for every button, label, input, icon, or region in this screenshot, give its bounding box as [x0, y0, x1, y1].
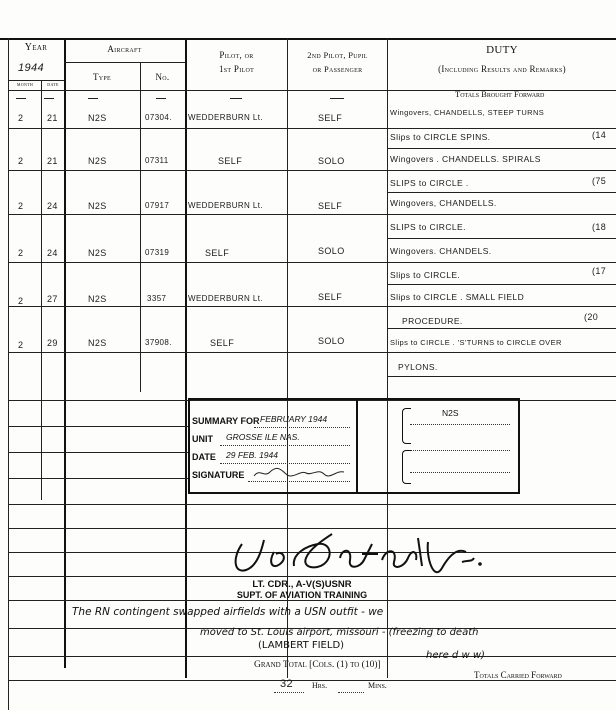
pilot-header-line1: Pilot, or: [219, 50, 254, 60]
minutes-label: Mins.: [368, 681, 387, 690]
entry-time: (75: [592, 176, 607, 186]
entry-second: SELF: [318, 201, 343, 211]
entry-month: 2: [18, 340, 24, 350]
entry-duty-line2: PYLONS.: [398, 362, 438, 372]
summary-for-underline: [254, 427, 350, 428]
dash: [156, 98, 166, 99]
row-rule: [387, 148, 616, 149]
entry-type: N2S: [88, 338, 107, 348]
entry-second: SOLO: [318, 246, 345, 256]
unit-label: UNIT: [192, 434, 213, 444]
dash: [88, 98, 98, 99]
entry-month: 2: [18, 113, 24, 123]
row-rule: [8, 504, 616, 505]
entry-duty-line1: Wingovers. CHANDELS.: [390, 246, 492, 256]
row-rule: [387, 284, 616, 285]
entry-date: 29: [47, 338, 58, 348]
duty-subheader: (Including Results and Remarks): [438, 64, 566, 74]
col-divider-date: [64, 38, 66, 668]
summary-aircraft-type: N2S: [442, 408, 459, 418]
month-header: month: [16, 82, 34, 88]
entry-duty-line2: Slips to CIRCLE.: [390, 270, 461, 280]
entry-pilot: WEDDERBURN Lt.: [188, 113, 263, 122]
entry-duty-line2: SLIPS to CIRCLE .: [390, 178, 469, 188]
row-rule: [8, 656, 616, 657]
entry-date: 21: [47, 113, 58, 123]
entry-second: SELF: [318, 292, 343, 302]
date-label: DATE: [192, 452, 216, 462]
entry-time: (18: [592, 222, 607, 232]
left-rule: [8, 38, 9, 710]
entry-second: SOLO: [318, 156, 345, 166]
duty-header: DUTY: [486, 44, 518, 56]
stamp-title: SUPT. OF AVIATION TRAINING: [236, 590, 368, 600]
row-rule: [387, 238, 616, 239]
entry-duty-line1: Wingovers . CHANDELLS. SPIRALS: [390, 154, 541, 164]
entry-month: 2: [18, 296, 24, 306]
col-divider-type: [140, 62, 141, 392]
row-rule: [8, 214, 616, 215]
entry-pilot: WEDDERBURN Lt.: [188, 201, 263, 210]
row-rule: [8, 478, 188, 479]
dash: [230, 98, 242, 99]
entry-type: N2S: [88, 113, 107, 123]
date-value: 29 FEB. 1944: [226, 450, 278, 460]
entry-pilot: WEDDERBURN Lt.: [188, 294, 263, 303]
entry-date: 24: [47, 248, 58, 258]
entry-duty-line1: Slips to CIRCLE . SMALL FIELD: [390, 292, 525, 302]
entry-time: (14: [592, 130, 607, 140]
note-line3: (LAMBERT FIELD): [258, 640, 345, 651]
entry-number: 3357: [147, 294, 167, 303]
entry-pilot: SELF: [218, 156, 243, 166]
entry-date: 27: [47, 294, 58, 304]
signature-label: SIGNATURE: [192, 470, 245, 480]
entry-month: 2: [18, 201, 24, 211]
dash: [44, 98, 54, 99]
summary-line: [410, 424, 510, 425]
entry-number: 07311: [145, 156, 169, 165]
unit-value: GROSSE ILE NAS.: [226, 432, 300, 442]
entry-time: (17: [592, 266, 607, 276]
second-pilot-header-line2: or Passenger: [312, 64, 363, 74]
second-pilot-header-line1: 2nd Pilot, Pupil: [307, 50, 368, 60]
entry-type: N2S: [88, 201, 107, 211]
aircraft-header: Aircraft: [107, 44, 142, 54]
grand-total-label: Grand Total [Cols. (1) to (10)]: [254, 660, 381, 670]
unit-underline: [220, 445, 350, 446]
aircraft-number-header: No.: [155, 72, 170, 82]
dash: [330, 98, 344, 99]
hours-value: 32: [280, 678, 294, 690]
top-rule: [0, 38, 616, 40]
entry-duty-line1: Wingovers, CHANDELLS, STEEP TURNS: [390, 108, 545, 117]
summary-bracket: [402, 450, 411, 484]
note-line2: moved to St. Louis airport, missouri - (freezing to death: [200, 627, 479, 638]
year-header: Year: [24, 42, 48, 53]
row-rule: [387, 376, 616, 377]
col-divider-month: [41, 80, 42, 500]
minutes-underline: [338, 692, 364, 693]
entry-date: 21: [47, 156, 58, 166]
row-rule: [8, 600, 616, 601]
date-header: date: [47, 82, 59, 88]
summary-for-value: FEBRUARY 1944: [260, 414, 328, 424]
summary-signature-scrawl: [252, 464, 348, 482]
totals-carried-forward: Totals Carried Forward: [474, 670, 562, 680]
entry-number: 07319: [145, 248, 170, 257]
note-line1: The RN contingent swapped airfields with a USN outfit - we: [72, 606, 384, 618]
supervisor-signature: [222, 518, 492, 588]
entry-pilot: SELF: [210, 338, 235, 348]
pilot-header-line2: 1st Pilot: [218, 64, 255, 74]
entry-date: 24: [47, 201, 58, 211]
year-sub-rule: [8, 80, 64, 81]
summary-divider: [356, 400, 358, 492]
entry-pilot: SELF: [205, 248, 230, 258]
entry-second: SOLO: [318, 336, 345, 346]
row-rule: [8, 262, 616, 263]
row-rule: [8, 170, 616, 171]
aircraft-sub-rule: [64, 62, 185, 63]
summary-for-label: SUMMARY FOR: [192, 416, 260, 426]
totals-brought-forward: Totals Brought Forward: [455, 89, 545, 99]
entry-number: 07304.: [145, 113, 172, 122]
entry-duty-line1: Slips to CIRCLE . 'S'TURNS to CIRCLE OVER: [390, 338, 562, 347]
stamp-rank: LT. CDR., A-V(S)USNR: [252, 579, 352, 590]
entry-duty-line2: Slips to CIRCLE SPINS.: [390, 132, 491, 142]
dash: [16, 98, 26, 99]
year-value: 1944: [18, 62, 45, 74]
hours-underline: [274, 692, 304, 693]
entry-duty-line1: Wingovers, CHANDELLS.: [390, 198, 497, 208]
entry-number: 37908.: [145, 338, 172, 347]
entry-type: N2S: [88, 248, 107, 258]
entry-duty-line2: PROCEDURE.: [402, 316, 463, 326]
summary-line: [410, 472, 510, 473]
col-divider-number: [185, 38, 187, 678]
entry-duty-line2: SLIPS to CIRCLE.: [390, 222, 466, 232]
note-line4: here d w w): [426, 650, 485, 661]
summary-bracket: [402, 408, 411, 444]
aircraft-type-header: Type: [92, 72, 112, 82]
entry-time: (20: [584, 312, 599, 322]
row-rule: [387, 328, 616, 329]
row-rule: [8, 452, 188, 453]
monthly-summary-box: [188, 398, 520, 494]
row-rule: [387, 192, 616, 193]
hours-label: Hrs.: [312, 681, 328, 690]
row-rule: [8, 128, 616, 129]
row-rule: [8, 306, 616, 307]
row-rule: [8, 426, 188, 427]
summary-line: [410, 450, 510, 451]
row-rule: [8, 352, 616, 353]
entry-second: SELF: [318, 113, 343, 123]
entry-type: N2S: [88, 294, 107, 304]
entry-month: 2: [18, 248, 24, 258]
entry-type: N2S: [88, 156, 107, 166]
entry-month: 2: [18, 156, 24, 166]
entry-number: 07917: [145, 201, 170, 210]
